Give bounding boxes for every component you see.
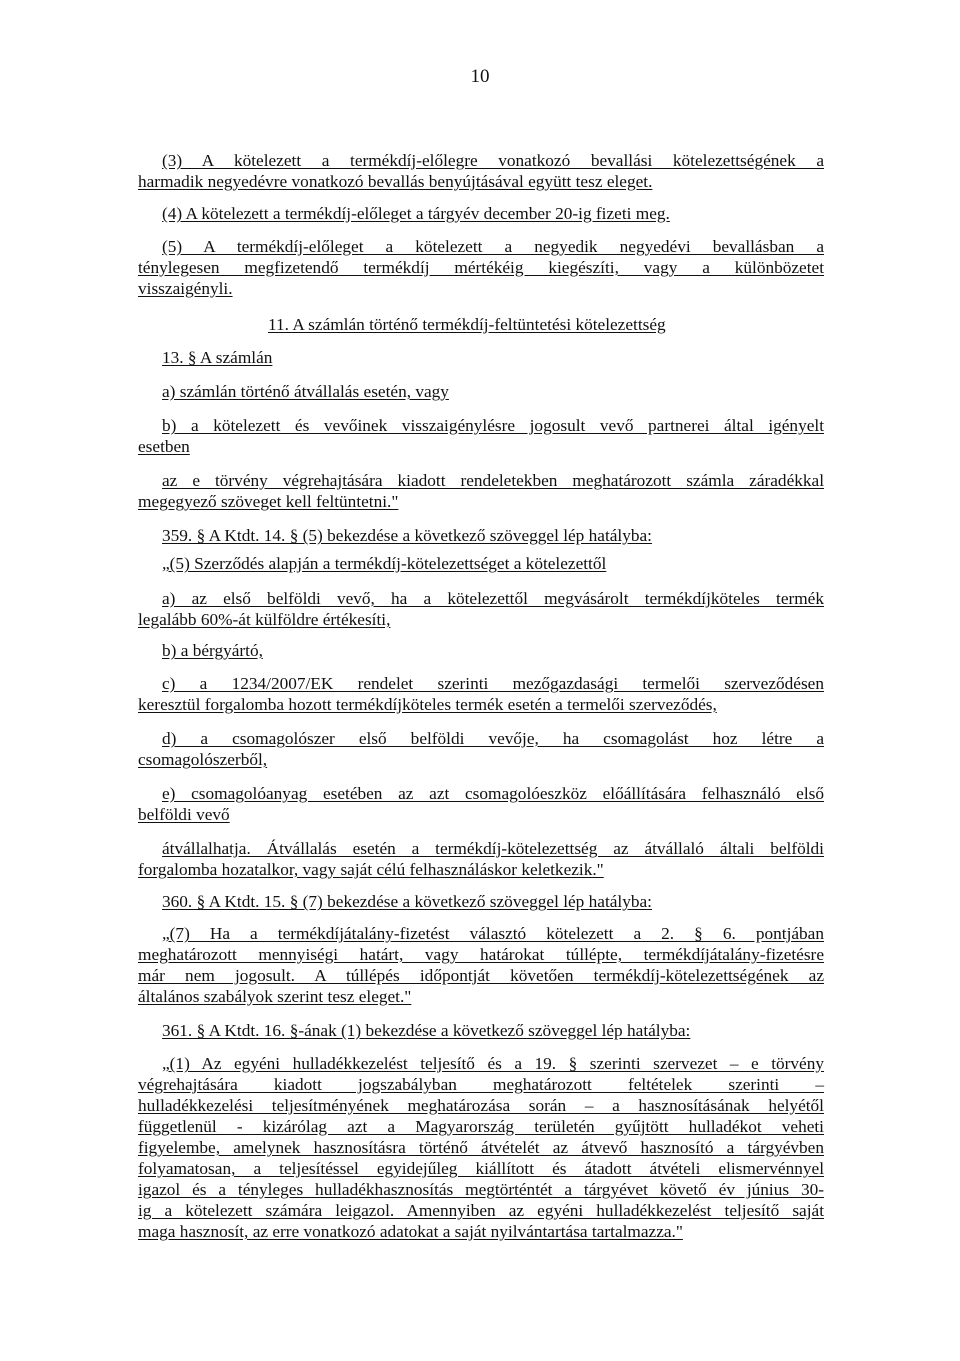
text-line: csomagolószerből, [138,750,268,769]
section-359-text: 359. § A Ktdt. 14. § (5) bekezdése a következő szöveggel lép hatályba: [162,526,652,545]
text-line: b) a kötelezett és vevőinek visszaigénylésre jogosult vevő partnerei által igényelt [162,416,824,435]
text-line: átvállalhatja. Átvállalás esetén a termékdíj-kötelezettség az átvállaló általi belföldi [162,839,824,858]
paragraph-4 [162,203,670,224]
text-line: ténylegesen megfizetendő termékdíj mértékéig kiegészíti, vagy a különbözetet [138,258,824,277]
text-line: 361. § A Ktdt. 16. §-ának (1) bekezdése a következő szöveggel lép hatályba: [162,1021,691,1040]
section-360 [162,891,652,912]
text-line: e) csomagolóanyag esetében az azt csomagolóeszköz előállítására felhasználó első [162,784,824,803]
section-359-e-cont [138,804,230,825]
text-line: folyamatosan, a teljesítéssel egyidejűleg kiállított és átadott átvételi elismervénnyel [138,1159,824,1178]
section-359-e [162,783,824,804]
section-359-end [162,838,824,859]
text-line: esetben [138,437,190,456]
section-13-a [162,381,449,402]
text-line [162,525,652,546]
section-360-body-cont [138,944,824,1007]
section-359-intro [162,553,606,574]
section-359-a-cont [138,609,390,630]
text-line: visszaigényli. [138,279,233,298]
section-359-end-cont [138,859,604,880]
text-line: „(5) Szerződés alapján a termékdíj-kötelezettséget a kötelezettől [162,554,607,573]
text-line: harmadik negyedévre vonatkozó bevallás benyújtásával együtt tesz eleget. [138,172,653,191]
text-line: belföldi vevő [138,805,230,824]
section-13-b-cont [138,436,190,457]
text-line: (3) A kötelezett a termékdíj-előlegre vonatkozó bevallási kötelezettségének a [162,151,824,170]
section-361-body [162,1053,824,1074]
text-line: hulladékkezelési teljesítményének meghatározása során – a hasznosításának helyétől [138,1096,824,1115]
text-line: b) a bérgyártó, [162,641,263,660]
text-line: végrehajtására kiadott jogszabályban meghatározott feltételek szerinti – [138,1075,824,1094]
text-line: igazol és a tényleges hulladékhasznosítás megtörténtét a tárgyévet követő év június 30- [138,1180,824,1199]
heading-text: 11. A számlán történő termékdíj-feltüntetési kötelezettség [268,315,666,334]
paragraph-3-cont [138,171,824,192]
text-line: meghatározott mennyiségi határt, vagy határokat túllépte, termékdíjátalány-fizetésre [138,945,824,964]
text-line: maga hasznosít, az erre vonatkozó adatokat a saját nyilvántartása tartalmazza." [138,1222,683,1241]
section-359-c-cont [138,694,824,715]
paragraph-5 [162,236,824,257]
text-line: legalább 60%-át külföldre értékesíti, [138,610,391,629]
section-13 [162,347,272,368]
section-359 [162,525,652,546]
section-359-d [162,728,824,749]
text-line: az e törvény végrehajtására kiadott rendeletekben meghatározott számla záradékkal [162,471,824,490]
text-line: d) a csomagolószer első belföldi vevője, ha csomagolást hoz létre a [162,729,824,748]
section-359-a [162,588,824,609]
section-359-c [162,673,824,694]
section-heading [268,314,666,335]
text-line: „(1) Az egyéni hulladékkezelést teljesítő és a 19. § szerinti szervezet – e törvény [162,1054,824,1073]
page-number: 10 [470,66,490,87]
text-line: megegyező szöveget kell feltüntetni." [138,492,399,511]
text-line: ig a kötelezett számára leigazol. Amennyiben az egyéni hulladékkezelést teljesítő saját [138,1201,824,1220]
text-line: figyelembe, amelynek hasznosításra történő átvételét az átvevő hasznosító a tárgyévben [138,1138,824,1157]
text-line: „(7) Ha a termékdíjátalány-fizetést választó kötelezett a 2. § 6. pontjában [162,924,824,943]
text-line: a) az első belföldi vevő, ha a kötelezettől megvásárolt termékdíjköteles termék [162,589,824,608]
section-361 [162,1020,690,1041]
text-line: keresztül forgalomba hozott termékdíjköteles termék esetén a termelői szerveződés, [138,695,717,714]
paragraph-5-cont [138,257,824,299]
section-13-c [162,470,824,491]
text-line: c) a 1234/2007/EK rendelet szerinti mezőgazdasági termelői szerveződésen [162,674,824,693]
section-360-body [162,923,824,944]
section-361-body-cont [138,1074,824,1242]
text-line: már nem jogosult. A túllépés időpontját követően termékdíj-kötelezettségének az [138,966,824,985]
text-line: forgalomba hozatalkor, vagy saját célú felhasználáskor keletkezik." [138,860,604,879]
section-13-b [162,415,824,436]
text-line: 360. § A Ktdt. 15. § (7) bekezdése a következő szöveggel lép hatályba: [162,892,652,911]
paragraph-3 [162,150,824,171]
section-359-d-cont [138,749,267,770]
text-line: (5) A termékdíj-előleget a kötelezett a negyedik negyedévi bevallásban a [162,237,824,256]
text-line: függetlenül - kizárólag azt a Magyarország területén gyűjtött hulladékot veheti [138,1117,824,1136]
section-13-c-cont [138,491,398,512]
text-line: a) számlán történő átvállalás esetén, vagy [162,382,449,401]
text-line: 13. § A számlán [162,348,273,367]
text-line: (4) A kötelezett a termékdíj-előleget a tárgyév december 20-ig fizeti meg. [162,204,670,223]
section-359-b [162,640,263,661]
text-line: általános szabályok szerint tesz eleget." [138,987,412,1006]
